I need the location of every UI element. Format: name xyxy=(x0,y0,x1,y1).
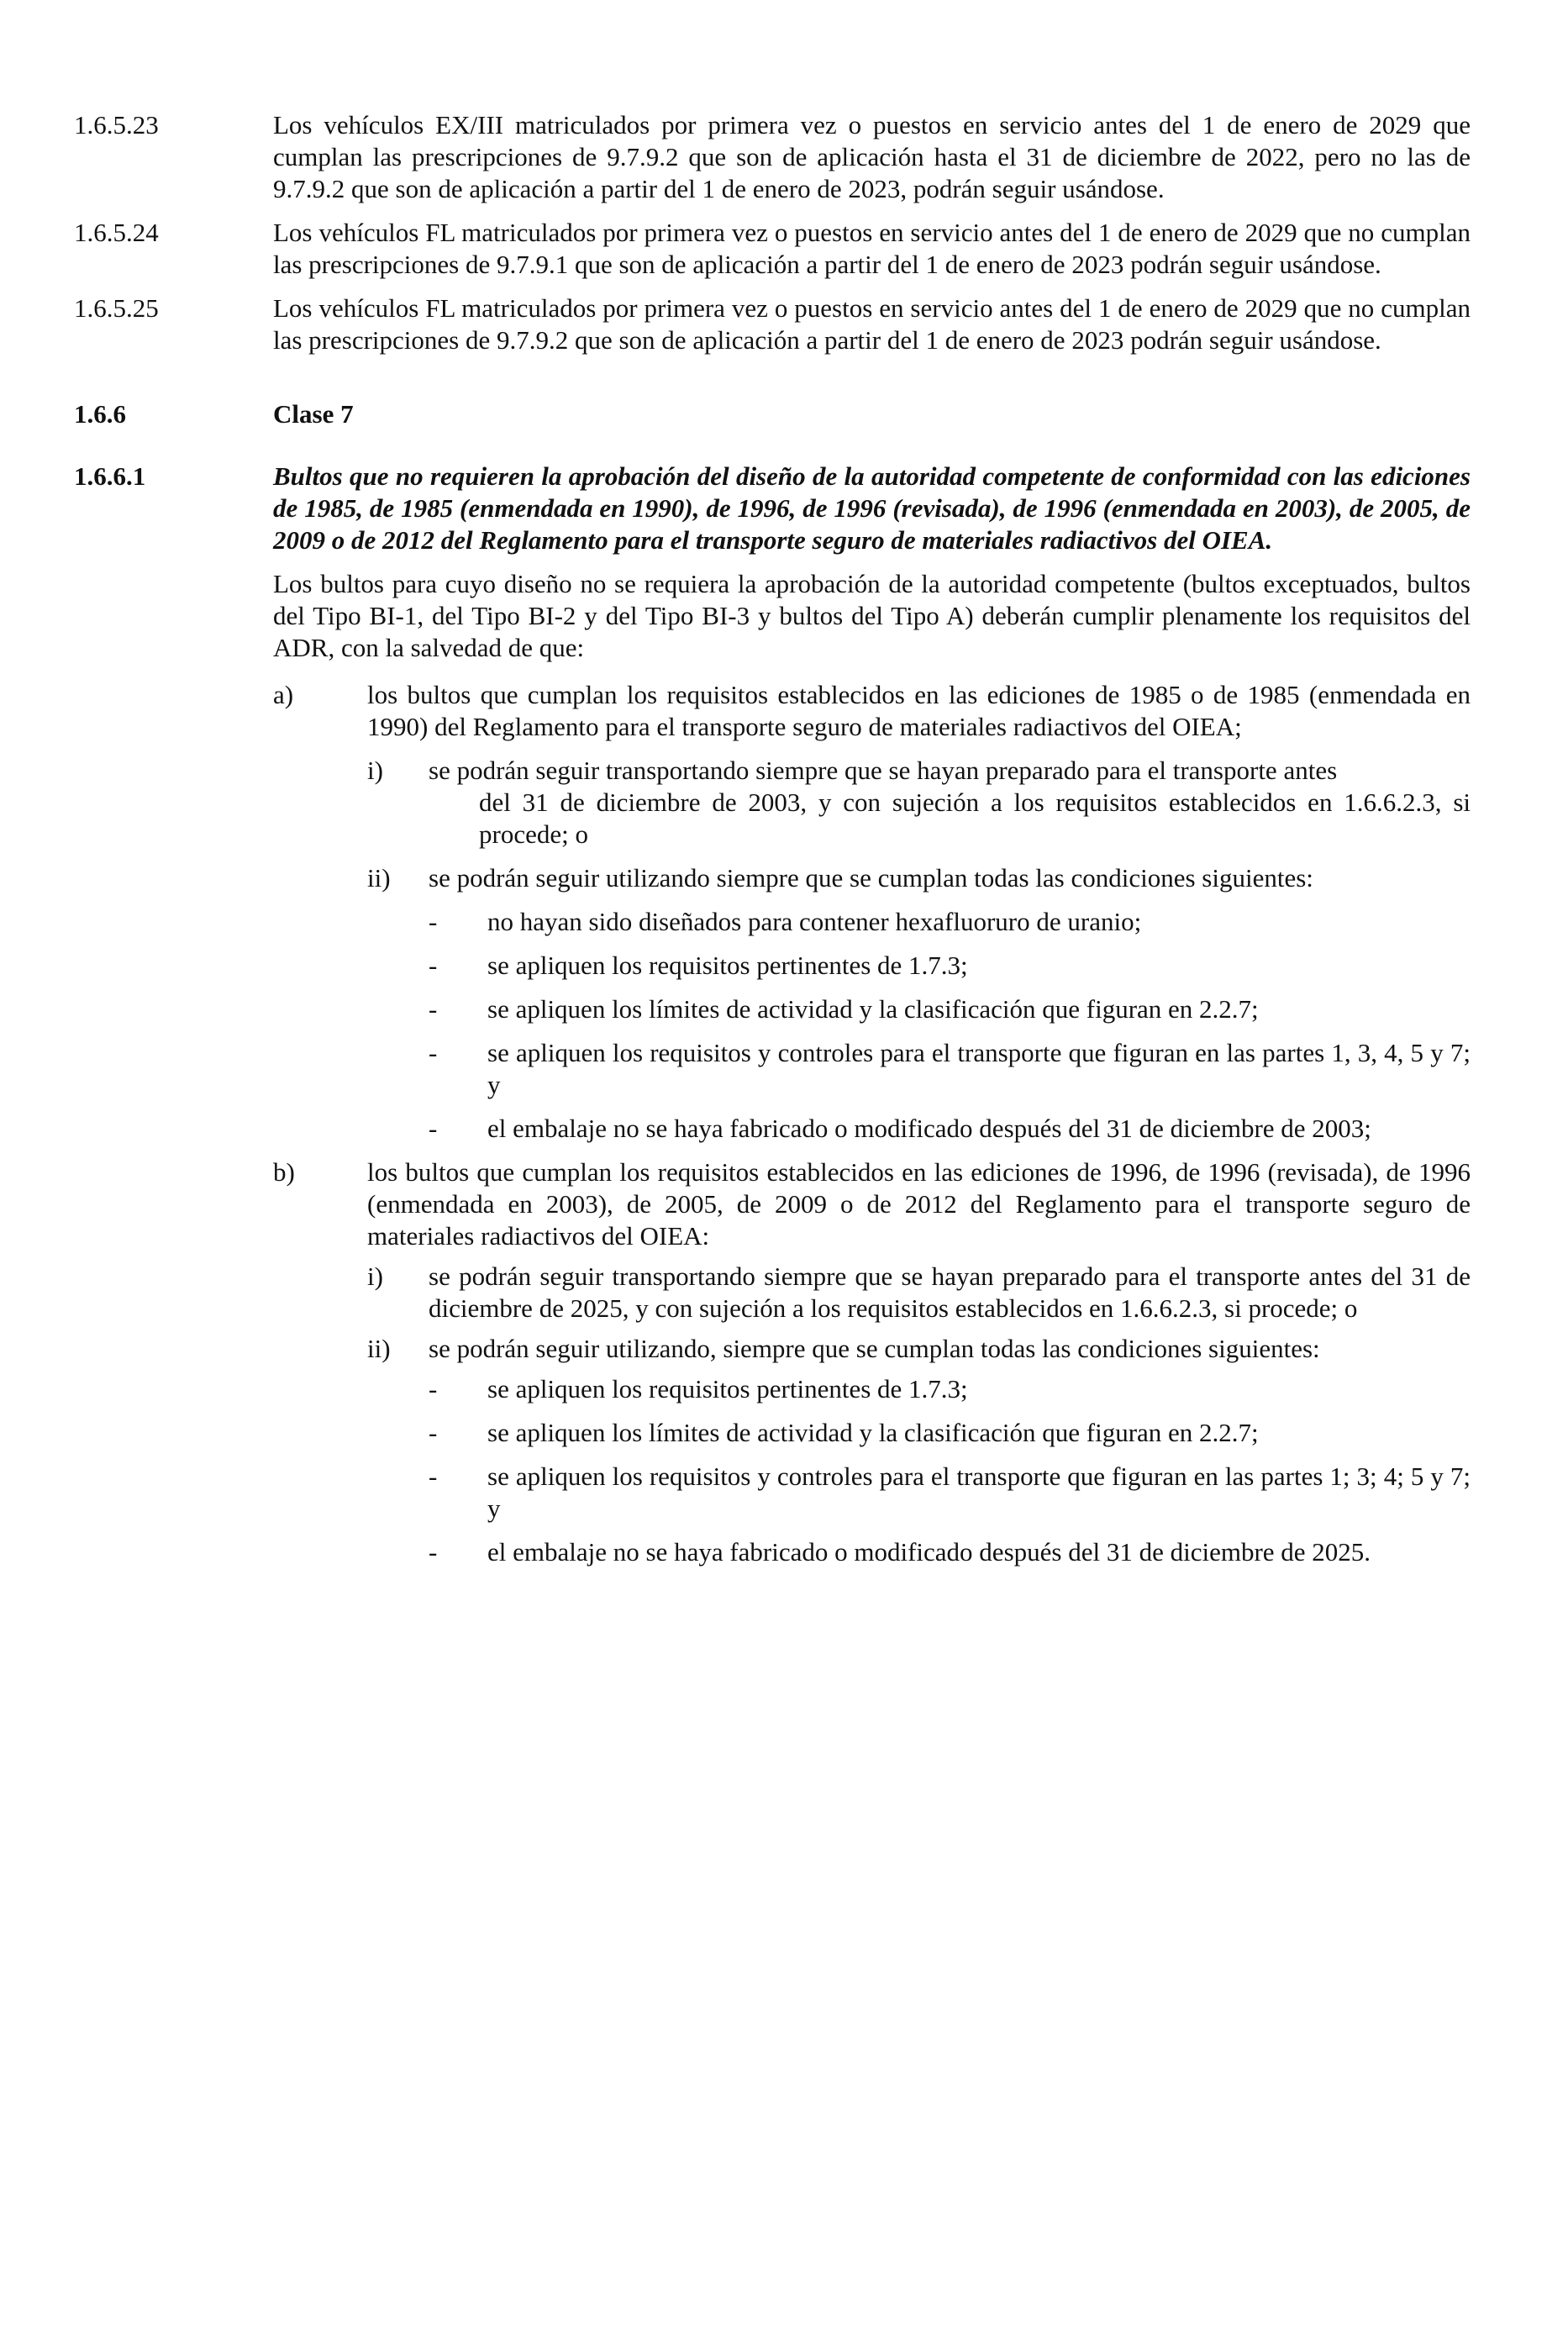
section-number: 1.6.5.24 xyxy=(74,218,159,247)
dash-item xyxy=(0,993,1568,1025)
dash-item xyxy=(0,906,1568,938)
dash-text: se apliquen los límites de actividad y la clasificación que figuran en 2.2.7; xyxy=(487,1418,1259,1447)
dash-item xyxy=(0,1113,1568,1145)
list-item-b xyxy=(0,1156,1568,1252)
item-label: ii) xyxy=(367,863,391,893)
dash-bullet: - xyxy=(429,907,438,936)
heading-class-7 xyxy=(0,398,1568,430)
dash-text: no hayan sido diseñados para contener hexafluoruro de uranio; xyxy=(487,907,1142,936)
subsection-title: Bultos que no requieren la aprobación del diseño de la autoridad competente de conformidad con las ediciones de 1985, de 1985 (enmendada en 1990), de 1996, de 1996 (revisada), de 1996 (enmendada en 2003), de 2005, de 2009 o de 2012 del Reglamento para el transporte seguro de materiales radiactivos del OIEA. xyxy=(273,461,1471,555)
subsection-1-6-6-1 xyxy=(0,461,1568,556)
section-1-6-5-25 xyxy=(0,292,1568,356)
dash-item xyxy=(0,1417,1568,1449)
list-item-a xyxy=(0,679,1568,743)
item-label: i) xyxy=(367,1261,383,1291)
dash-bullet: - xyxy=(429,951,438,980)
section-1-6-5-23 xyxy=(0,109,1568,205)
item-text: se podrán seguir transportando siempre que se hayan preparado para el transporte antes del 31 de diciembre de 2025, y con sujeción a los requisitos establecidos en 1.6.6.2.3, si procede; o xyxy=(429,1261,1471,1323)
dash-bullet: - xyxy=(429,1537,438,1567)
dash-text: el embalaje no se haya fabricado o modificado después del 31 de diciembre de 2003; xyxy=(487,1114,1371,1143)
item-text: los bultos que cumplan los requisitos establecidos en las ediciones de 1985 o de 1985 (enmendada en 1990) del Reglamento para el transporte seguro de materiales radiactivos del OIEA; xyxy=(367,680,1471,741)
item-text: los bultos que cumplan los requisitos establecidos en las ediciones de 1996, de 1996 (revisada), de 1996 (enmendada en 2003), de 2005, de 2009 o de 2012 del Reglamento para el transporte seguro de materiales radiactivos del OIEA: xyxy=(367,1157,1471,1251)
list-item-a-ii xyxy=(0,862,1568,894)
dash-bullet: - xyxy=(429,994,438,1024)
dash-item xyxy=(0,1536,1568,1568)
dash-text: se apliquen los requisitos pertinentes de 1.7.3; xyxy=(487,951,968,980)
item-label: b) xyxy=(273,1157,295,1187)
dash-item xyxy=(0,1373,1568,1405)
dash-text: el embalaje no se haya fabricado o modificado después del 31 de diciembre de 2025. xyxy=(487,1537,1371,1567)
dash-text: se apliquen los requisitos pertinentes de 1.7.3; xyxy=(487,1374,968,1403)
section-text: Los vehículos FL matriculados por primera vez o puestos en servicio antes del 1 de enero de 2029 que no cumplan las prescripciones de 9.7.9.1 que son de aplicación a partir del 1 de enero de 2023 podrán seguir usándose. xyxy=(273,218,1471,279)
section-text: Los vehículos EX/III matriculados por primera vez o puestos en servicio antes del 1 de enero de 2029 que cumplan las prescripciones de 9.7.9.2 que son de aplicación hasta el 31 de diciembre de 2022, pero no las de 9.7.9.2 que son de aplicación a partir del 1 de enero de 2023, podrán seguir usándose. xyxy=(273,110,1471,203)
dash-text: se apliquen los requisitos y controles para el transporte que figuran en las partes 1; 3; 4; 5 y 7; y xyxy=(487,1461,1471,1523)
section-number: 1.6.5.25 xyxy=(74,293,159,323)
dash-bullet: - xyxy=(429,1038,438,1067)
document-page xyxy=(0,109,1568,1580)
item-text: se podrán seguir utilizando, siempre que se cumplan todas las condiciones siguientes: xyxy=(429,1334,1320,1363)
dash-item xyxy=(0,1037,1568,1101)
dash-item xyxy=(0,1461,1568,1525)
spacer xyxy=(0,368,1568,398)
heading-title: Clase 7 xyxy=(273,399,354,429)
dash-bullet: - xyxy=(429,1374,438,1403)
item-label: a) xyxy=(273,680,294,709)
dash-bullet: - xyxy=(429,1114,438,1143)
item-label: ii) xyxy=(367,1334,391,1363)
list-item-b-ii xyxy=(0,1333,1568,1365)
intro-text: Los bultos para cuyo diseño no se requiera la aprobación de la autoridad competente (bultos exceptuados, bultos del Tipo BI-1, del Tipo BI-2 y del Tipo BI-3 y bultos del Tipo A) deberán cumplir plenamente los requisitos del ADR, con la salvedad de que: xyxy=(273,569,1471,662)
dash-bullet: - xyxy=(429,1461,438,1491)
dash-text: se apliquen los límites de actividad y la clasificación que figuran en 2.2.7; xyxy=(487,994,1259,1024)
dash-bullet: - xyxy=(429,1418,438,1447)
section-number: 1.6.5.23 xyxy=(74,110,159,140)
intro-paragraph xyxy=(0,568,1568,664)
item-text xyxy=(429,755,1471,851)
list-item-a-i xyxy=(0,755,1568,851)
item-text: se podrán seguir utilizando siempre que se cumplan todas las condiciones siguientes: xyxy=(429,863,1313,893)
subsection-number: 1.6.6.1 xyxy=(74,461,146,491)
section-text: Los vehículos FL matriculados por primera vez o puestos en servicio antes del 1 de enero de 2029 que no cumplan las prescripciones de 9.7.9.2 que son de aplicación a partir del 1 de enero de 2023 podrán seguir usándose. xyxy=(273,293,1471,355)
dash-text: se apliquen los requisitos y controles para el transporte que figuran en las partes 1, 3, 4, 5 y 7; y xyxy=(487,1038,1471,1099)
item-text-continuation: del 31 de diciembre de 2003, y con sujeción a los requisitos establecidos en 1.6.6.2.3, si procede; o xyxy=(479,787,1471,849)
dash-item xyxy=(0,950,1568,982)
item-text-first-line: se podrán seguir transportando siempre que se hayan preparado para el transporte antes xyxy=(429,756,1338,785)
heading-number: 1.6.6 xyxy=(74,399,126,429)
item-label: i) xyxy=(367,756,383,785)
section-1-6-5-24 xyxy=(0,217,1568,281)
list-item-b-i xyxy=(0,1261,1568,1324)
